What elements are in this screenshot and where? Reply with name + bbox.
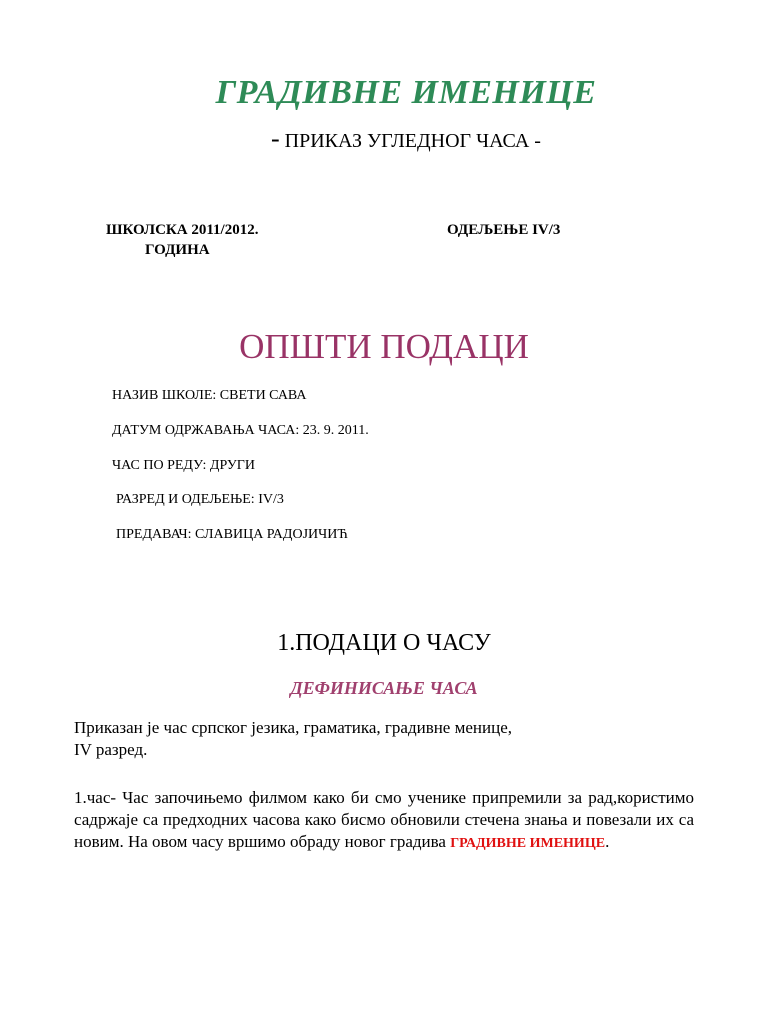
definition-heading: ДЕФИНИСАЊЕ ЧАСА — [290, 678, 478, 698]
info-lesson-order: ЧАС ПО РЕДУ: ДРУГИ — [112, 458, 256, 473]
intro-line-1: Приказан је час српског језика, граматика, градивне менице, — [74, 718, 512, 737]
document-subtitle — [0, 124, 768, 154]
lesson-paragraph — [74, 787, 694, 855]
lesson-end: . — [605, 832, 610, 851]
info-teacher: ПРЕДАВАЧ: СЛАВИЦА РАДОЈИЧИЋ — [116, 527, 348, 542]
school-year-line2: ГОДИНА — [145, 242, 210, 258]
lesson-highlight: ГРАДИВНЕ ИМЕНИЦЕ — [450, 836, 606, 851]
document-title: ГРАДИВНЕ ИМЕНИЦЕ — [215, 74, 597, 111]
school-year — [106, 220, 258, 260]
info-grade-class: РАЗРЕД И ОДЕЉЕЊЕ: IV/3 — [116, 492, 284, 507]
info-school-name: НАЗИВ ШКОЛЕ: СВЕТИ САВА — [112, 388, 307, 403]
lesson-text: 1.час- Час започињемо филмом како би смо ученике припремили за рад,користимо садржаје са предходних часова како бисмо обновили стечена знања и повезали их са новим. На овом часу вршимо обраду новог градива — [74, 788, 694, 851]
intro-line-2: IV разред. — [74, 740, 148, 759]
intro-paragraph — [74, 717, 694, 761]
class-division: ОДЕЉЕЊЕ IV/3 — [447, 222, 561, 238]
school-year-line1: ШКОЛСКА 2011/2012. — [106, 222, 259, 238]
section-lesson-data-heading: 1.ПОДАЦИ О ЧАСУ — [277, 630, 491, 656]
general-info-heading: ОПШТИ ПОДАЦИ — [239, 327, 529, 366]
info-date: ДАТУМ ОДРЖАВАЊА ЧАСА: 23. 9. 2011. — [112, 423, 369, 438]
subtitle-text: ПРИКАЗ УГЛЕДНОГ ЧАСА - — [279, 130, 541, 152]
subtitle-dash: - — [271, 124, 280, 153]
